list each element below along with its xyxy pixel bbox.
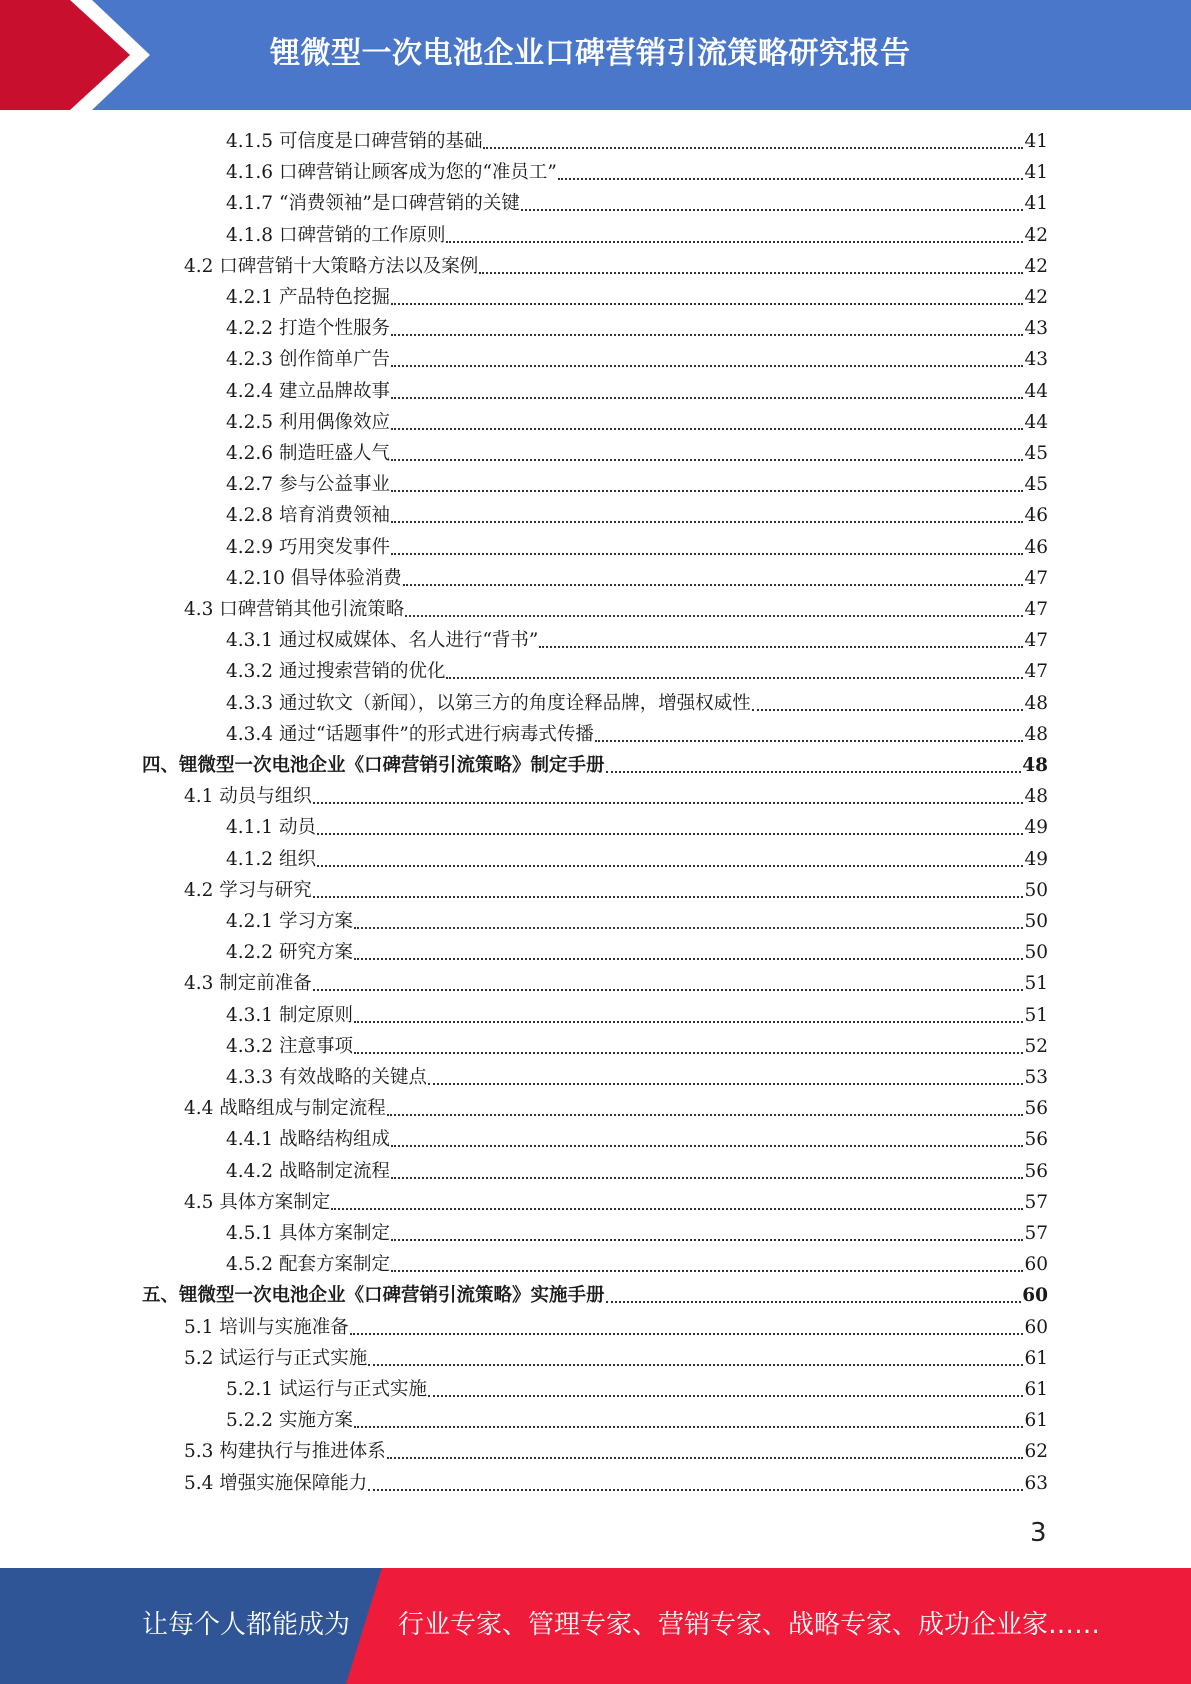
toc-entry-page: 49 [1024,848,1048,870]
toc-entry-title: 4.3 口碑营销其他引流策略 [184,599,405,620]
toc-subsection-entry[interactable] [226,906,1048,937]
toc-entry-page: 62 [1024,1441,1048,1463]
toc-dot-leader [595,740,1024,742]
toc-entry-page: 49 [1024,817,1048,839]
toc-section-entry[interactable] [184,1468,1048,1499]
toc-entry-page: 42 [1024,287,1048,308]
toc-dot-leader [354,958,1024,960]
toc-entry-title: 5.2 试运行与正式实施 [184,1347,368,1369]
toc-dot-leader [446,677,1023,679]
toc-dot-leader [391,303,1023,305]
toc-entry-title: 4.2.2 打造个性服务 [226,318,390,340]
toc-subsection-entry[interactable] [226,625,1048,656]
toc-dot-leader [521,209,1024,211]
toc-entry-page: 60 [1024,1316,1048,1338]
toc-entry-title: 4.1.1 动员 [226,817,316,839]
toc-subsection-entry[interactable] [226,688,1048,719]
toc-dot-leader [354,1021,1024,1023]
toc-dot-leader [391,428,1023,430]
footer-slogan-right: 行业专家、管理专家、营销专家、战略专家、成功企业家…… [398,1610,1101,1640]
toc-subsection-entry[interactable] [226,1405,1048,1436]
toc-dot-leader [446,241,1023,243]
toc-dot-leader [391,553,1023,555]
toc-dot-leader [391,397,1023,399]
toc-entry-title: 4.4.2 战略制定流程 [226,1160,390,1182]
toc-dot-leader [428,1083,1023,1085]
toc-subsection-entry[interactable] [226,344,1048,375]
toc-dot-leader [354,1426,1024,1428]
toc-entry-page: 50 [1024,911,1048,932]
toc-subsection-entry[interactable] [226,469,1048,500]
toc-entry-page: 48 [1024,786,1048,808]
toc-entry-page: 44 [1024,411,1048,433]
toc-subsection-entry[interactable] [226,844,1048,875]
toc-subsection-entry[interactable] [226,719,1048,750]
toc-entry-page: 61 [1024,1410,1048,1432]
toc-entry-title: 4.3.2 通过搜索营销的优化 [226,661,446,683]
page-header [0,0,1191,110]
toc-dot-leader [313,989,1024,991]
toc-section-entry[interactable] [184,594,1048,625]
toc-subsection-entry[interactable] [226,812,1048,843]
toc-dot-leader [606,771,1022,773]
toc-subsection-entry[interactable] [226,1124,1048,1155]
toc-dot-leader [317,865,1024,867]
toc-entry-page: 50 [1024,879,1048,901]
toc-entry-page: 46 [1024,536,1048,558]
toc-entry-page: 60 [1022,1285,1048,1307]
toc-dot-leader [331,1208,1023,1210]
toc-entry-title: 4.2 口碑营销十大策略方法以及案例 [184,255,479,277]
toc-entry-page: 44 [1024,380,1048,402]
toc-entry-title: 4.3.1 通过权威媒体、名人进行“背书” [226,630,539,652]
toc-entry-page: 56 [1024,1160,1048,1182]
toc-entry-title: 4.5 具体方案制定 [184,1191,331,1213]
toc-entry-title: 4.4 战略组成与制定流程 [184,1098,386,1120]
toc-entry-page: 48 [1022,755,1048,776]
toc-section-entry[interactable] [184,875,1048,906]
toc-dot-leader [606,1301,1022,1303]
toc-entry-page: 52 [1024,1035,1048,1057]
toc-entry-title: 4.1.5 可信度是口碑营销的基础 [226,131,483,152]
toc-subsection-entry[interactable] [226,1249,1048,1280]
toc-entry-title: 4.2.8 培育消费领袖 [226,505,390,527]
toc-chapter-entry[interactable] [142,1280,1048,1311]
toc-entry-page: 61 [1024,1379,1048,1400]
toc-entry-page: 50 [1024,942,1048,964]
toc-entry-title: 4.3.2 注意事项 [226,1035,353,1057]
toc-entry-title: 4.3.4 通过“话题事件”的形式进行病毒式传播 [226,723,594,745]
toc-entry-title: 4.3 制定前准备 [184,973,312,995]
toc-subsection-entry[interactable] [226,1031,1048,1062]
toc-subsection-entry[interactable] [226,1156,1048,1187]
toc-entry-page: 48 [1024,723,1048,745]
toc-entry-title: 5.3 构建执行与推进体系 [184,1441,386,1463]
toc-entry-page: 47 [1024,599,1048,620]
toc-dot-leader [391,521,1023,523]
toc-entry-title: 5.1 培训与实施准备 [184,1316,349,1338]
toc-entry-page: 57 [1024,1191,1048,1213]
toc-dot-leader [368,1364,1023,1366]
toc-entry-title: 4.2.1 产品特色挖掘 [226,287,390,308]
toc-dot-leader [558,178,1024,180]
toc-dot-leader [539,646,1023,648]
toc-dot-leader [391,1239,1023,1241]
toc-subsection-entry[interactable] [226,220,1048,251]
toc-dot-leader [313,802,1024,804]
toc-entry-title: 4.2.7 参与公益事业 [226,474,390,496]
toc-section-entry[interactable] [184,1187,1048,1218]
toc-dot-leader [479,272,1023,274]
page-number: 3 [1030,1518,1047,1548]
toc-subsection-entry[interactable] [226,1218,1048,1249]
toc-dot-leader [387,1114,1024,1116]
toc-dot-leader [391,1145,1023,1147]
toc-entry-title: 4.3.3 有效战略的关键点 [226,1067,427,1088]
toc-dot-leader [391,365,1023,367]
toc-entry-page: 42 [1024,224,1048,246]
toc-entry-page: 61 [1024,1347,1048,1369]
toc-entry-page: 51 [1024,973,1048,995]
toc-entry-title: 4.2.4 建立品牌故事 [226,380,390,402]
toc-subsection-entry[interactable] [226,438,1048,469]
toc-subsection-entry[interactable] [226,1062,1048,1093]
toc-entry-title: 4.5.2 配套方案制定 [226,1254,390,1276]
toc-subsection-entry[interactable] [226,407,1048,438]
toc-section-entry[interactable] [184,1343,1048,1374]
toc-entry-title: 4.2.3 创作简单广告 [226,349,390,371]
toc-entry-page: 53 [1024,1067,1048,1088]
toc-dot-leader [428,1395,1023,1397]
toc-section-entry[interactable] [184,1312,1048,1343]
toc-subsection-entry[interactable] [226,126,1048,157]
toc-subsection-entry[interactable] [226,188,1048,219]
toc-dot-leader [403,584,1024,586]
toc-dot-leader [350,1333,1024,1335]
toc-section-entry[interactable] [184,1436,1048,1467]
toc-entry-title: 4.1.2 组织 [226,848,316,870]
toc-entry-page: 48 [1024,692,1048,714]
toc-dot-leader [368,1489,1023,1491]
toc-dot-leader [387,1457,1024,1459]
toc-subsection-entry[interactable] [226,656,1048,687]
toc-subsection-entry[interactable] [226,1000,1048,1031]
toc-entry-page: 41 [1024,162,1048,184]
toc-entry-title: 4.1.6 口碑营销让顾客成为您的“准员工” [226,162,557,184]
toc-subsection-entry[interactable] [226,157,1048,188]
toc-entry-title: 五、锂微型一次电池企业《口碑营销引流策略》实施手册 [142,1285,605,1307]
toc-entry-page: 43 [1024,318,1048,340]
toc-entry-title: 4.2 学习与研究 [184,879,312,901]
toc-entry-page: 43 [1024,349,1048,371]
toc-dot-leader [317,833,1024,835]
toc-entry-page: 47 [1024,630,1048,652]
toc-entry-title: 4.2.10 倡导体验消费 [226,567,402,589]
toc-entry-title: 4.4.1 战略结构组成 [226,1129,390,1151]
toc-dot-leader [752,709,1024,711]
toc-entry-page: 41 [1024,193,1048,215]
toc-dot-leader [354,1052,1024,1054]
toc-entry-page: 46 [1024,505,1048,527]
toc-dot-leader [391,459,1023,461]
toc-entry-page: 56 [1024,1129,1048,1151]
report-title: 锂微型一次电池企业口碑营销引流策略研究报告 [270,36,911,71]
toc-subsection-entry[interactable] [226,563,1048,594]
toc-subsection-entry[interactable] [226,937,1048,968]
toc-entry-page: 51 [1024,1004,1048,1026]
toc-subsection-entry[interactable] [226,376,1048,407]
toc-entry-page: 60 [1024,1254,1048,1276]
toc-entry-page: 47 [1024,661,1048,683]
toc-entry-title: 4.2.9 巧用突发事件 [226,536,390,558]
toc-entry-title: 5.2.2 实施方案 [226,1410,353,1432]
toc-entry-page: 57 [1024,1223,1048,1244]
toc-entry-title: 5.2.1 试运行与正式实施 [226,1379,427,1400]
toc-entry-title: 4.3.3 通过软文（新闻），以第三方的角度诠释品牌，增强权威性 [226,692,751,714]
toc-entry-title: 4.1.7 “消费领袖”是口碑营销的关键 [226,193,520,215]
toc-section-entry[interactable] [184,1093,1048,1124]
toc-entry-title: 4.1 动员与组织 [184,786,312,808]
toc-dot-leader [483,147,1023,149]
toc-entry-title: 4.2.5 利用偶像效应 [226,411,390,433]
toc-dot-leader [391,1270,1023,1272]
toc-entry-title: 4.5.1 具体方案制定 [226,1223,390,1244]
toc-dot-leader [354,927,1024,929]
toc-subsection-entry[interactable] [226,500,1048,531]
toc-subsection-entry[interactable] [226,282,1048,313]
toc-subsection-entry[interactable] [226,313,1048,344]
toc-dot-leader [313,896,1024,898]
toc-dot-leader [391,1177,1023,1179]
toc-dot-leader [391,490,1023,492]
footer-slogan-left: 让每个人都能成为 [142,1610,351,1640]
toc-section-entry[interactable] [184,251,1048,282]
toc-section-entry[interactable] [184,968,1048,999]
toc-entry-title: 4.3.1 制定原则 [226,1004,353,1026]
toc-entry-title: 5.4 增强实施保障能力 [184,1472,368,1494]
toc-entry-page: 45 [1024,443,1048,464]
page-footer [0,1568,1191,1684]
toc-entry-page: 42 [1024,255,1048,277]
toc-entry-title: 四、锂微型一次电池企业《口碑营销引流策略》制定手册 [142,755,605,776]
toc-entry-page: 45 [1024,474,1048,496]
toc-chapter-entry[interactable] [142,750,1048,781]
toc-section-entry[interactable] [184,781,1048,812]
toc-dot-leader [405,615,1023,617]
toc-entry-page: 41 [1024,131,1048,152]
toc-entry-title: 4.2.6 制造旺盛人气 [226,443,390,464]
toc-entry-page: 47 [1024,567,1048,589]
toc-subsection-entry[interactable] [226,532,1048,563]
toc-dot-leader [391,334,1023,336]
toc-entry-title: 4.2.2 研究方案 [226,942,353,964]
toc-subsection-entry[interactable] [226,1374,1048,1405]
toc-entry-page: 63 [1024,1472,1048,1494]
toc-entry-title: 4.1.8 口碑营销的工作原则 [226,224,446,246]
toc-entry-page: 56 [1024,1098,1048,1120]
toc-entry-title: 4.2.1 学习方案 [226,911,353,932]
